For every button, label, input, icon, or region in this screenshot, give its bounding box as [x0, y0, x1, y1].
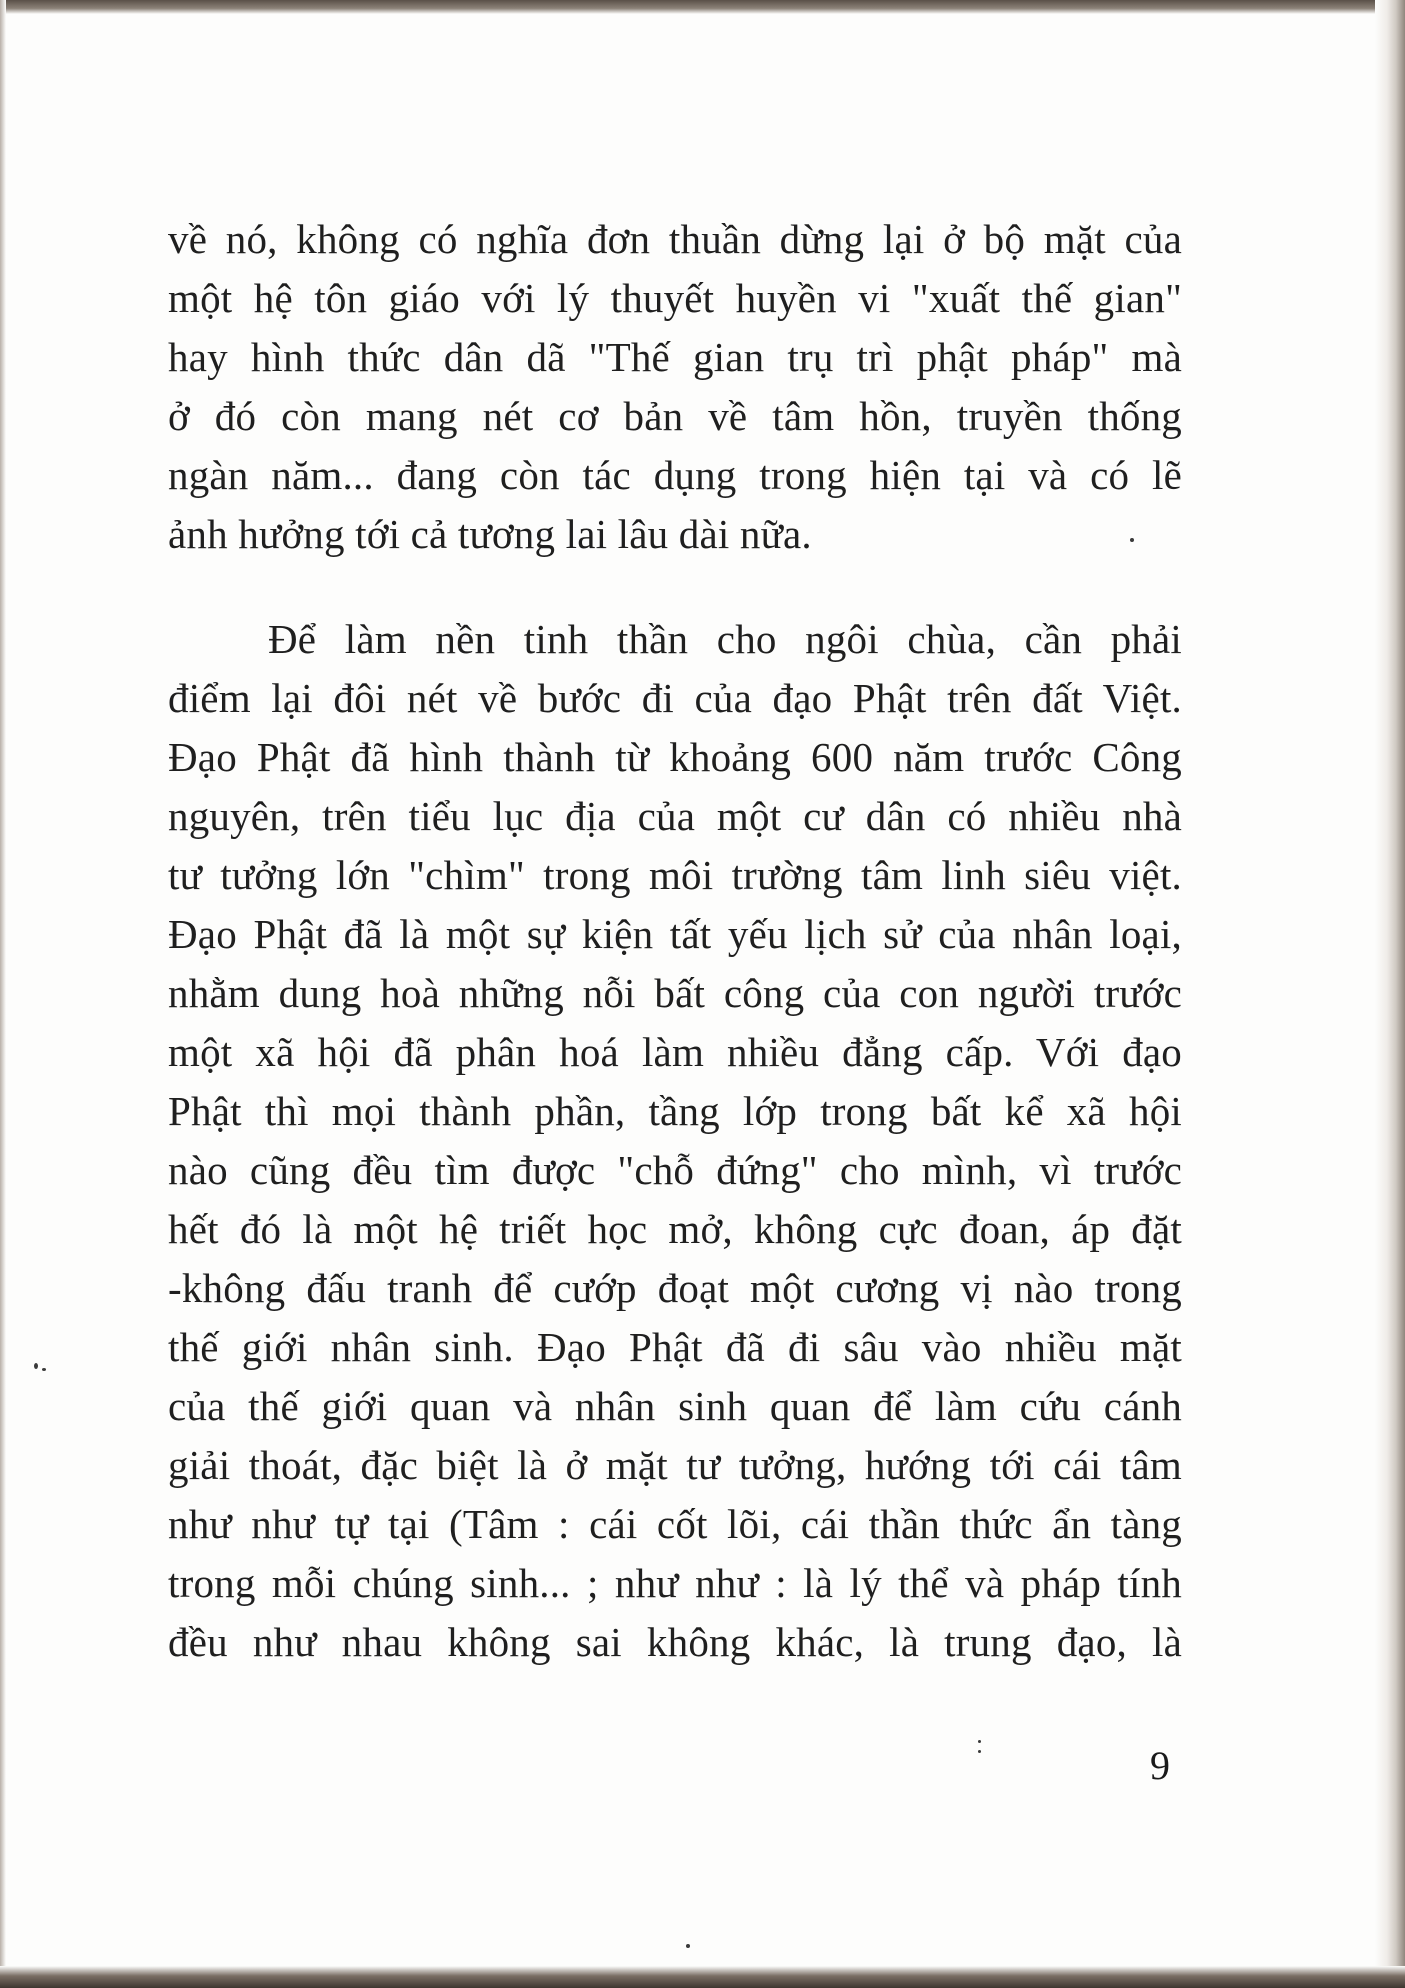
text-line: hay hình thức dân dã "Thế gian trụ trì phật pháp" mà: [168, 334, 1182, 380]
text-line: nhằm dung hoà những nỗi bất công của con người trước: [168, 970, 1182, 1016]
text-line: ngàn năm... đang còn tác dụng trong hiện tại và có lẽ: [168, 452, 1182, 498]
scan-edge-right: [1375, 0, 1405, 1988]
text-line: ảnh hưởng tới cả tương lai lâu dài nữa.: [168, 511, 812, 557]
scan-speck: [42, 1368, 46, 1371]
scan-speck: [686, 1944, 690, 1948]
text-line: ở đó còn mang nét cơ bản về tâm hồn, truyền thống: [168, 393, 1182, 439]
text-line: hết đó là một hệ triết học mở, không cực đoan, áp đặt: [168, 1206, 1182, 1252]
text-line: một hệ tôn giáo với lý thuyết huyền vi "xuất thế gian": [168, 275, 1182, 321]
text-line: về nó, không có nghĩa đơn thuần dừng lại ở bộ mặt của: [168, 216, 1182, 262]
text-line: thế giới nhân sinh. Đạo Phật đã đi sâu vào nhiều mặt: [168, 1324, 1182, 1370]
text-line: tư tưởng lớn "chìm" trong môi trường tâm linh siêu việt.: [168, 852, 1182, 898]
text-line: Phật thì mọi thành phần, tầng lớp trong bất kể xã hội: [168, 1088, 1182, 1134]
text-line: một xã hội đã phân hoá làm nhiều đẳng cấp. Với đạo: [168, 1029, 1182, 1075]
scan-speck: [978, 1750, 981, 1753]
paragraph-2: [168, 610, 1182, 1672]
text-line: đều như nhau không sai không khác, là trung đạo, là: [168, 1619, 1182, 1665]
text-line: -không đấu tranh để cướp đoạt một cương vị nào trong: [168, 1265, 1182, 1311]
scan-edge-top: [0, 0, 1405, 14]
paragraph-1: [168, 210, 1182, 564]
page-number: 9: [1150, 1743, 1170, 1788]
text-line: của thế giới quan và nhân sinh quan để làm cứu cánh: [168, 1383, 1182, 1429]
text-line: giải thoát, đặc biệt là ở mặt tư tưởng, hướng tới cái tâm: [168, 1442, 1182, 1488]
scan-speck: [1130, 538, 1134, 542]
text-line: Để làm nền tinh thần cho ngôi chùa, cần phải: [268, 616, 1182, 662]
text-line: Đạo Phật đã là một sự kiện tất yếu lịch sử của nhân loại,: [168, 911, 1182, 957]
text-line: nào cũng đều tìm được "chỗ đứng" cho mình, vì trước: [168, 1147, 1182, 1193]
text-line: trong mỗi chúng sinh... ; như như : là lý thể và pháp tính: [168, 1560, 1182, 1606]
scan-edge-left: [0, 0, 6, 1988]
scan-speck: [978, 1740, 981, 1743]
text-line: Đạo Phật đã hình thành từ khoảng 600 năm trước Công: [168, 734, 1182, 780]
scan-speck: [34, 1363, 38, 1369]
text-line: nguyên, trên tiểu lục địa của một cư dân có nhiều nhà: [168, 793, 1182, 839]
text-line: điểm lại đôi nét về bước đi của đạo Phật trên đất Việt.: [168, 675, 1182, 721]
text-line: như như tự tại (Tâm : cái cốt lõi, cái thần thức ẩn tàng: [168, 1501, 1182, 1547]
scan-edge-bottom: [0, 1966, 1405, 1988]
